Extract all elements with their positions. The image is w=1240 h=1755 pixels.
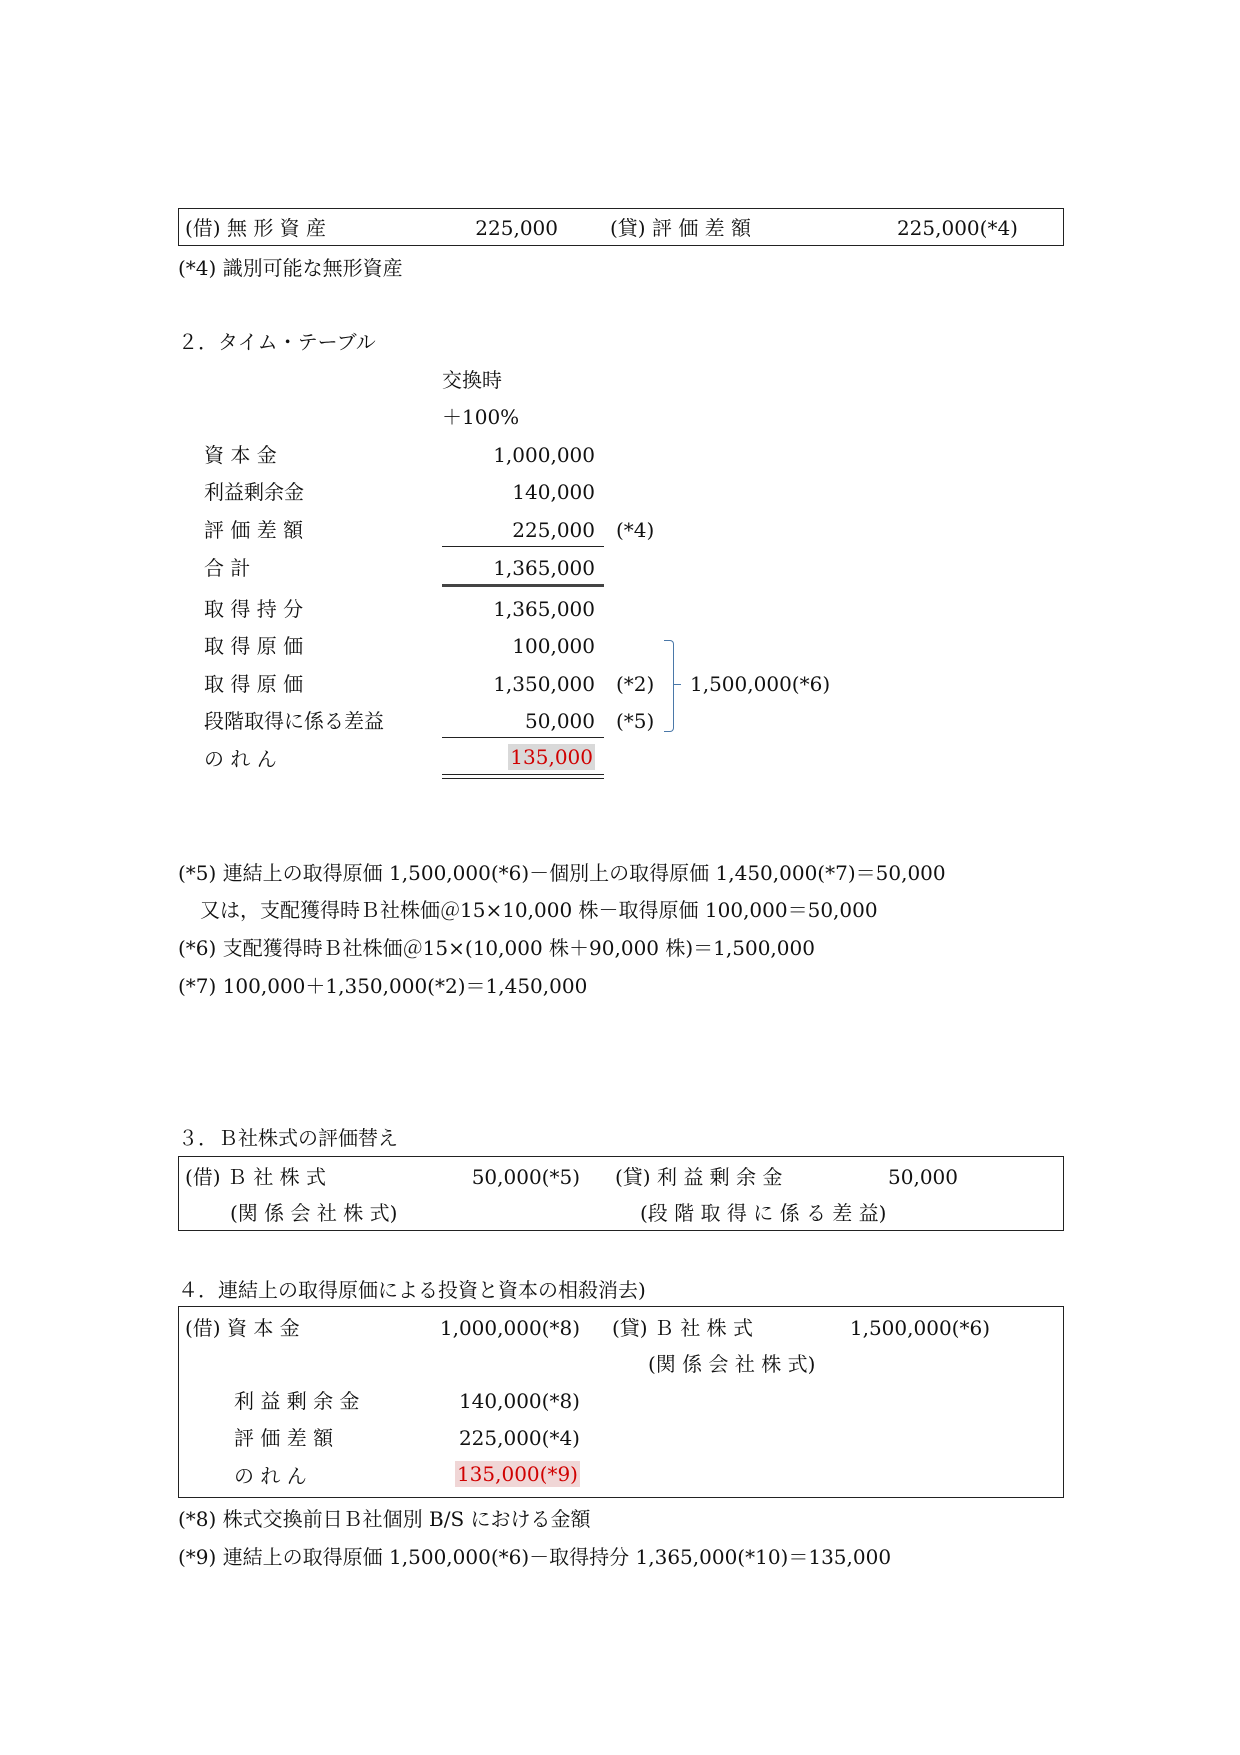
total-rule [442,584,604,587]
entry3-credit-amount: 50,000 [888,1165,958,1189]
timetable-label-step-gain: 段階取得に係る差益 [204,709,384,733]
section2-title: ２．タイム・テーブル [178,330,376,354]
entry3-credit-sub: (段 階 取 得 に 係 る 差 益) [640,1201,887,1225]
timetable-label-valuation: 評 価 差 額 [204,518,304,542]
timetable-value-acquired-share: 1,365,000 [493,597,595,621]
entry4-debit-retained-label: 利 益 剰 余 金 [234,1389,360,1413]
entry3-debit-sub: (関 係 会 社 株 式) [230,1201,398,1225]
entry4-debit-retained-amount: 140,000(*8) [458,1389,580,1413]
note-5-alt: 又は，支配獲得時Ｂ社株価＠15×10,000 株－取得原価 100,000＝50,000 [200,898,878,922]
entry4-credit-amount: 1,500,000(*6) [849,1316,990,1340]
note-8: (*8) 株式交換前日Ｂ社個別 B/S における金額 [178,1507,591,1531]
section3-title: ３．Ｂ社株式の評価替え [178,1126,398,1150]
note-6: (*6) 支配獲得時Ｂ社株価＠15×(10,000 株＋90,000 株)＝1,500,000 [178,936,815,960]
goodwill-double-rule [442,774,604,779]
timetable-label-cost-1: 取 得 原 価 [204,634,304,658]
timetable-header-ratio: ＋100% [442,405,520,429]
timetable-label-cost-2: 取 得 原 価 [204,672,304,696]
entry4-debit-valuation-label: 評 価 差 額 [234,1426,334,1450]
entry4-credit-label: (貸) Ｂ 社 株 式 [612,1316,754,1340]
note-5: (*5) 連結上の取得原価 1,500,000(*6)－個別上の取得原価 1,450,000(*7)＝50,000 [178,861,946,885]
timetable-label-total: 合 計 [204,556,251,580]
timetable-value-cost-1: 100,000 [512,634,595,658]
note-7: (*7) 100,000＋1,350,000(*2)＝1,450,000 [178,974,588,998]
timetable-label-retained: 利益剰余金 [204,480,304,504]
entry3-credit-label: (貸) 利 益 剰 余 金 [615,1165,783,1189]
entry1-debit-label: (借) 無 形 資 産 [185,216,327,240]
timetable-value-total: 1,365,000 [493,556,595,580]
entry4-debit-goodwill-amount [410,1464,580,1484]
entry1-credit-label: (貸) 評 価 差 額 [610,216,752,240]
entry4-goodwill-highlight: 135,000(*9) [456,1462,578,1486]
entry4-debit-goodwill-label: の れ ん [234,1464,307,1488]
timetable-header-time: 交換時 [442,368,502,392]
section4-title: ４．連結上の取得原価による投資と資本の相殺消去) [178,1278,646,1302]
timetable-note-cost-2: (*2) [616,672,655,696]
timetable-note-valuation: (*4) [616,518,655,542]
timetable-value-retained: 140,000 [512,480,595,504]
timetable-value-goodwill [440,747,595,767]
timetable-value-valuation: 225,000 [512,518,595,542]
timetable-label-capital: 資 本 金 [204,443,277,467]
entry4-credit-sub: (関 係 会 社 株 式) [648,1352,816,1376]
entry4-debit-capital-amount: 1,000,000(*8) [439,1316,580,1340]
entry4-debit-valuation-amount: 225,000(*4) [458,1426,580,1450]
subtotal-rule [442,546,604,547]
timetable-label-goodwill: の れ ん [204,747,277,771]
timetable-note-step-gain: (*5) [616,709,655,733]
timetable-value-step-gain: 50,000 [525,709,595,733]
note-4: (*4) 識別可能な無形資産 [178,256,403,280]
entry3-debit-amount: 50,000(*5) [471,1165,580,1189]
note-9: (*9) 連結上の取得原価 1,500,000(*6)－取得持分 1,365,000(*10)＝135,000 [178,1545,892,1569]
entry4-debit-capital-label: (借) 資 本 金 [185,1316,300,1340]
timetable-value-cost-2: 1,350,000 [493,672,595,696]
entry1-credit-amount: 225,000(*4) [896,216,1018,240]
goodwill-highlight: 135,000 [510,745,593,769]
timetable-label-acquired-share: 取 得 持 分 [204,597,304,621]
cost-bracket [664,640,674,732]
timetable-value-capital: 1,000,000 [493,443,595,467]
entry1-debit-amount: 225,000 [475,216,558,240]
entry3-debit-label: (借) Ｂ 社 株 式 [185,1165,327,1189]
goodwill-rule [442,737,604,738]
bracket-total: 1,500,000(*6) [690,672,831,696]
bracket-tick [673,684,681,685]
